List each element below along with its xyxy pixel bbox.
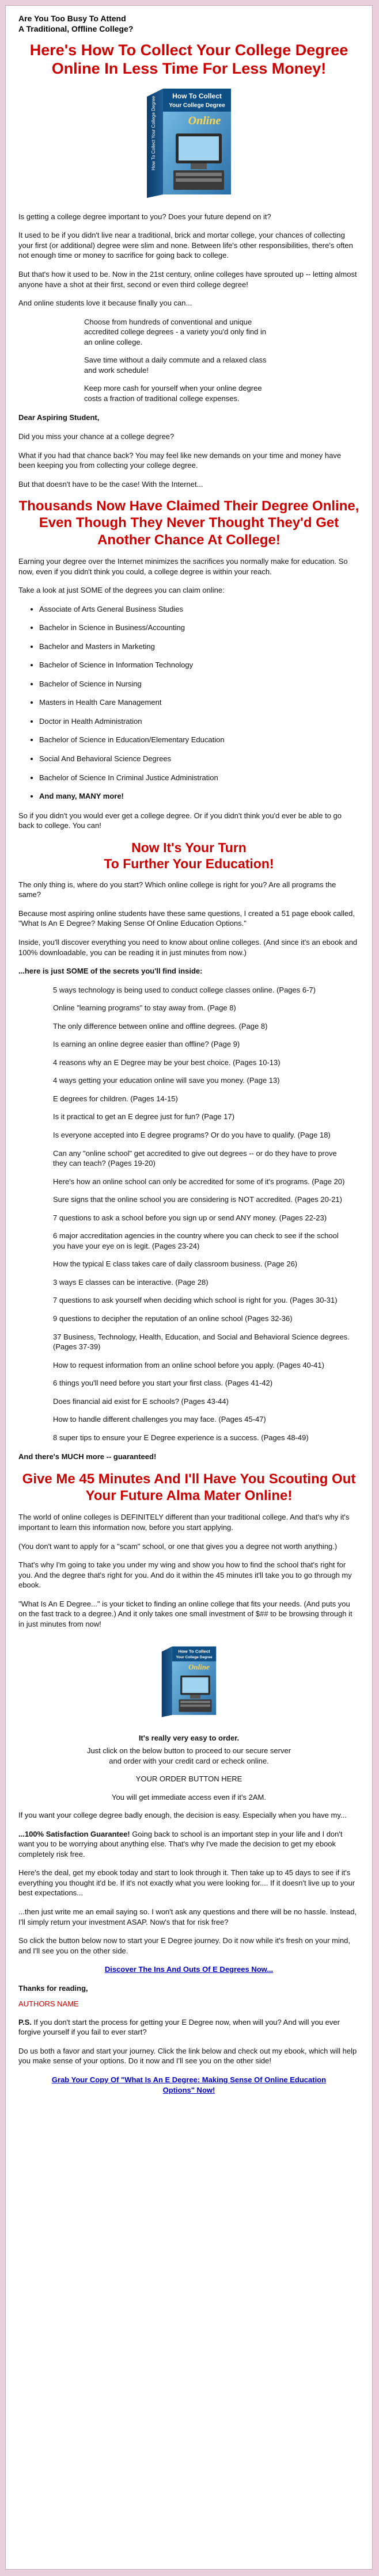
degree-item: • And many, MANY more!	[39, 791, 359, 802]
subheadline-your-turn	[18, 839, 359, 872]
grab-copy-link[interactable]: Grab Your Copy Of "What Is An E Degree: Making Sense Of Online Education Options" Now!	[51, 2075, 327, 2094]
degree-item: • Doctor in Health Administration	[39, 716, 359, 727]
degree-item: • Social And Behavioral Science Degrees	[39, 754, 359, 764]
thanks-line: Thanks for reading,	[18, 1983, 88, 1993]
guarantee-paragraph	[18, 1829, 359, 1860]
ebook-cover-image	[157, 1638, 221, 1724]
order-instruction: and order with your credit card or echeck online.	[109, 1756, 269, 1765]
degree-item: • Bachelor of Science in Nursing	[39, 679, 359, 689]
secret-item: 7 questions to ask a school before you sign up or send ANY money. (Pages 22-23)	[53, 1213, 327, 1222]
order-instruction: Just click on the below button to proceed to our secure server	[86, 1746, 291, 1755]
guarantee-detail: So click the button below now to start your E Degree journey. Do it now while it's fresh on your mind, and I'll see you on the other side.	[18, 1936, 350, 1955]
letter-paragraph: What if you had that chance back? You may feel like new demands on your time and money have been keeping you from collecting your college degree.	[18, 451, 342, 470]
secret-item: 3 ways E classes can be interactive. (Page 28)	[53, 1277, 209, 1287]
benefit-item: Keep more cash for yourself when your online degree costs a fraction of traditional college expenses.	[84, 384, 262, 403]
order-section	[18, 1733, 359, 1802]
secret-item: 8 super tips to ensure your E Degree experience is a success. (Pages 48-49)	[53, 1433, 309, 1442]
offer-paragraph: The world of online colleges is DEFINITELY different than your traditional college. And that's why it's important to learn this information now, before you start applying.	[18, 1513, 350, 1532]
degree-item: • Bachelor in Science in Business/Accounting	[39, 623, 359, 633]
svg-text:Online: Online	[188, 114, 221, 127]
degree-list	[18, 604, 359, 802]
main-headline: Here's How To Collect Your College Degree Online In Less Time For Less Money!	[29, 41, 348, 78]
degree-item: • Associate of Arts General Business Studies	[39, 604, 359, 615]
secret-item: How to handle different challenges you may face. (Pages 45-47)	[53, 1415, 266, 1424]
secret-item: How to request information from an online school before you apply. (Pages 40-41)	[53, 1360, 324, 1369]
secret-item: Here's how an online school can only be accredited for some of it's programs. (Page 20)	[53, 1177, 345, 1186]
svg-text:Your College Degree: Your College Degree	[176, 1655, 213, 1660]
degree-item: • Bachelor of Science in Education/Elementary Education	[39, 735, 359, 745]
secret-item: Does financial aid exist for E schools? (Pages 43-44)	[53, 1396, 229, 1406]
salutation: Dear Aspiring Student,	[18, 413, 100, 422]
secret-item: E degrees for children. (Pages 14-15)	[53, 1094, 178, 1103]
degree-item: • Bachelor and Masters in Marketing	[39, 642, 359, 652]
ebook-paragraph: The only thing is, where do you start? Which online college is right for you? Are all programs the same?	[18, 880, 336, 899]
letter-paragraph: But that doesn't have to be the case! With the Internet...	[18, 479, 203, 489]
subheadline-line: Now It's Your Turn	[131, 839, 247, 855]
degree-paragraph: Take a look at just SOME of the degrees you can claim online:	[18, 586, 225, 595]
order-easy-line: It's really very easy to order.	[138, 1734, 240, 1743]
ebook-paragraph: Because most aspiring online students have these same questions, I created a 51 page ebook called, "What Is An E Degree? Making Sense Of Online Education Options."	[18, 909, 355, 928]
intro-paragraph: Is getting a college degree important to you? Does your future depend on it?	[18, 212, 271, 221]
decision-paragraph: If you want your college degree badly enough, the decision is easy. Especially when you have my...	[18, 1811, 347, 1820]
secret-item: Sure signs that the online school you are considering is NOT accredited. (Pages 20-21)	[53, 1195, 342, 1204]
degree-item: • Bachelor of Science In Criminal Justice Administration	[39, 773, 359, 783]
ps-paragraph	[18, 2017, 359, 2037]
pre-headline	[18, 14, 359, 34]
secret-item: How the typical E class takes care of daily classroom business. (Page 26)	[53, 1260, 298, 1269]
offer-paragraph: "What Is An E Degree..." is your ticket to finding an online college that fits your needs. (And puts you on the fast track to a degree.) And it only takes one small investment of $## to be browsing through it in just minutes from now!	[18, 1599, 353, 1628]
offer-paragraph: (You don't want to apply for a "scam" school, or one that gives you a degree not worth anything.)	[18, 1541, 338, 1551]
secret-item: Can any "online school" get accredited to give out degrees -- or do they have to prove they can teach? (Pages 19-20)	[53, 1148, 337, 1168]
letter-paragraph: Did you miss your chance at a college degree?	[18, 432, 175, 441]
subheadline-line: To Further Your Education!	[104, 856, 274, 871]
degree-item: • Masters in Health Care Management	[39, 697, 359, 708]
degree-paragraph: Earning your degree over the Internet minimizes the sacrifices you normally make for education. So now, even if you didn't think you could, a college degree is within your reach.	[18, 556, 348, 576]
intro-paragraph: And online students love it because finally you can...	[18, 299, 192, 308]
svg-text:How To Collect Your College De: How To Collect Your College Degree	[151, 96, 156, 170]
secrets-intro: ...here is just SOME of the secrets you'll find inside:	[18, 967, 203, 976]
secret-item: 7 questions to ask yourself when deciding which school is right for you. (Pages 30-31)	[53, 1296, 338, 1305]
order-access-note: You will get immediate access even if it's 2AM.	[112, 1792, 266, 1802]
secret-item: 4 ways getting your education online will save you money. (Page 13)	[53, 1076, 280, 1085]
cover-title-text: How To Collect	[172, 91, 222, 100]
offer-paragraph: That's why I'm going to take you under my wing and show you how to find the school that's right for you. And the degree that's right for you. And do it within the 45 minutes it'll take you to go through my ebook.	[18, 1560, 352, 1590]
ebook-paragraph: Inside, you'll discover everything you need to know about online colleges. (And since it's an ebook and 100% downloadable, you can be reading it in just minutes from now.)	[18, 938, 358, 957]
guarantee-detail: Here's the deal, get my ebook today and start to look through it. Then take up to 45 days to see if it's everything you thought it'd be. If it's not exactly what you were looking for.... If it doesn't live up to your best expectations...	[18, 1868, 355, 1898]
intro-paragraph: But that's how it used to be. Now in the 21st century, online colleges have sprouted up -- letting almost anyone have a shot at their first, second or even third college degree!	[18, 269, 357, 289]
guarantee-text: Going back to school is an important step in your life and I don't want you to be worrying about anything else. That's why I've made the decision to get my ebook completely risk free.	[18, 1829, 343, 1858]
author-name: AUTHORS NAME	[18, 1999, 79, 2009]
reassurance-paragraph: So if you didn't you would ever get a college degree. Or if you didn't think you'd ever be able to go back to college. You can!	[18, 811, 342, 830]
svg-text:Your College Degree: Your College Degree	[169, 102, 225, 109]
pre-headline-line: A Traditional, Offline College?	[18, 24, 134, 33]
secret-item: Online "learning programs" to stay away from. (Page 8)	[53, 1003, 236, 1013]
sales-page	[5, 5, 373, 2570]
intro-paragraph: It used to be if you didn't live near a traditional, brick and mortar college, your chances of collecting your first (or additional) degree were slim and none. Between life's other responsibilities, there's often not enough time or money to sacrifice for going back to college.	[18, 231, 353, 260]
pre-headline-line: Are You Too Busy To Attend	[18, 14, 126, 23]
secret-item: 5 ways technology is being used to conduct college classes online. (Pages 6-7)	[53, 985, 316, 994]
secret-item: 6 major accreditation agencies in the country where you can check to see if the school you have your eye on is legit. (Pages 23-24)	[53, 1231, 339, 1250]
guarantee-title: ...100% Satisfaction Guarantee!	[18, 1829, 130, 1838]
secret-item: 37 Business, Technology, Health, Education, and Social and Behavioral Science degrees. (Pages 37-39)	[53, 1332, 350, 1352]
ebook-cover-image	[140, 84, 238, 199]
benefit-item: Save time without a daily commute and a relaxed class and work schedule!	[84, 356, 267, 375]
benefits-list	[84, 317, 274, 404]
secret-item: 9 questions to decipher the reputation of an online school (Pages 32-36)	[53, 1314, 293, 1323]
discover-link[interactable]: Discover The Ins And Outs Of E Degrees Now...	[104, 1965, 274, 1974]
ps-label: P.S.	[18, 2017, 32, 2027]
guarantee-detail: ...then just write me an email saying so. I won't ask any questions and there will be no hassle. Instead, I'll simply return your investment ASAP. Now's that for risk free?	[18, 1907, 357, 1926]
secret-item: Is everyone accepted into E degree programs? Or do you have to qualify. (Page 18)	[53, 1131, 331, 1140]
order-button[interactable]: YOUR ORDER BUTTON HERE	[135, 1774, 242, 1784]
ps-text: If you don't start the process for getting your E Degree now, when will you? And will you ever forgive yourself if you fail to ever start?	[18, 2017, 340, 2037]
svg-text:How To Collect: How To Collect	[178, 1648, 210, 1654]
subheadline-45-minutes: Give Me 45 Minutes And I'll Have You Scouting Out Your Future Alma Mater Online!	[22, 1471, 356, 1504]
product-image	[18, 84, 359, 199]
much-more-line: And there's MUCH more -- guaranteed!	[18, 1452, 157, 1461]
secret-item: Is it practical to get an E degree just for fun? (Page 17)	[53, 1112, 235, 1121]
secret-item: Is earning an online degree easier than offline? (Page 9)	[53, 1040, 240, 1049]
secrets-list	[53, 985, 353, 1443]
product-image-2	[18, 1638, 359, 1724]
ps2-paragraph: Do us both a favor and start your journey. Click the link below and check out my ebook, which will help you make sense of your options. Do it now and I'll see you on the other side!	[18, 2046, 357, 2066]
degree-item: • Bachelor of Science in Information Technology	[39, 660, 359, 670]
secret-item: The only difference between online and offline degrees. (Page 8)	[53, 1021, 268, 1031]
subheadline-claimed: Thousands Now Have Claimed Their Degree Online, Even Though They Never Thought They'd Get Another Chance At College!	[18, 498, 359, 548]
svg-text:Online: Online	[188, 1662, 210, 1671]
secret-item: 6 things you'll need before you start your first class. (Pages 41-42)	[53, 1379, 273, 1388]
benefit-item: Choose from hundreds of conventional and unique accredited college degrees - a variety you'd only find in an online college.	[84, 317, 267, 346]
secret-item: 4 reasons why an E Degree may be your best choice. (Pages 10-13)	[53, 1058, 281, 1067]
